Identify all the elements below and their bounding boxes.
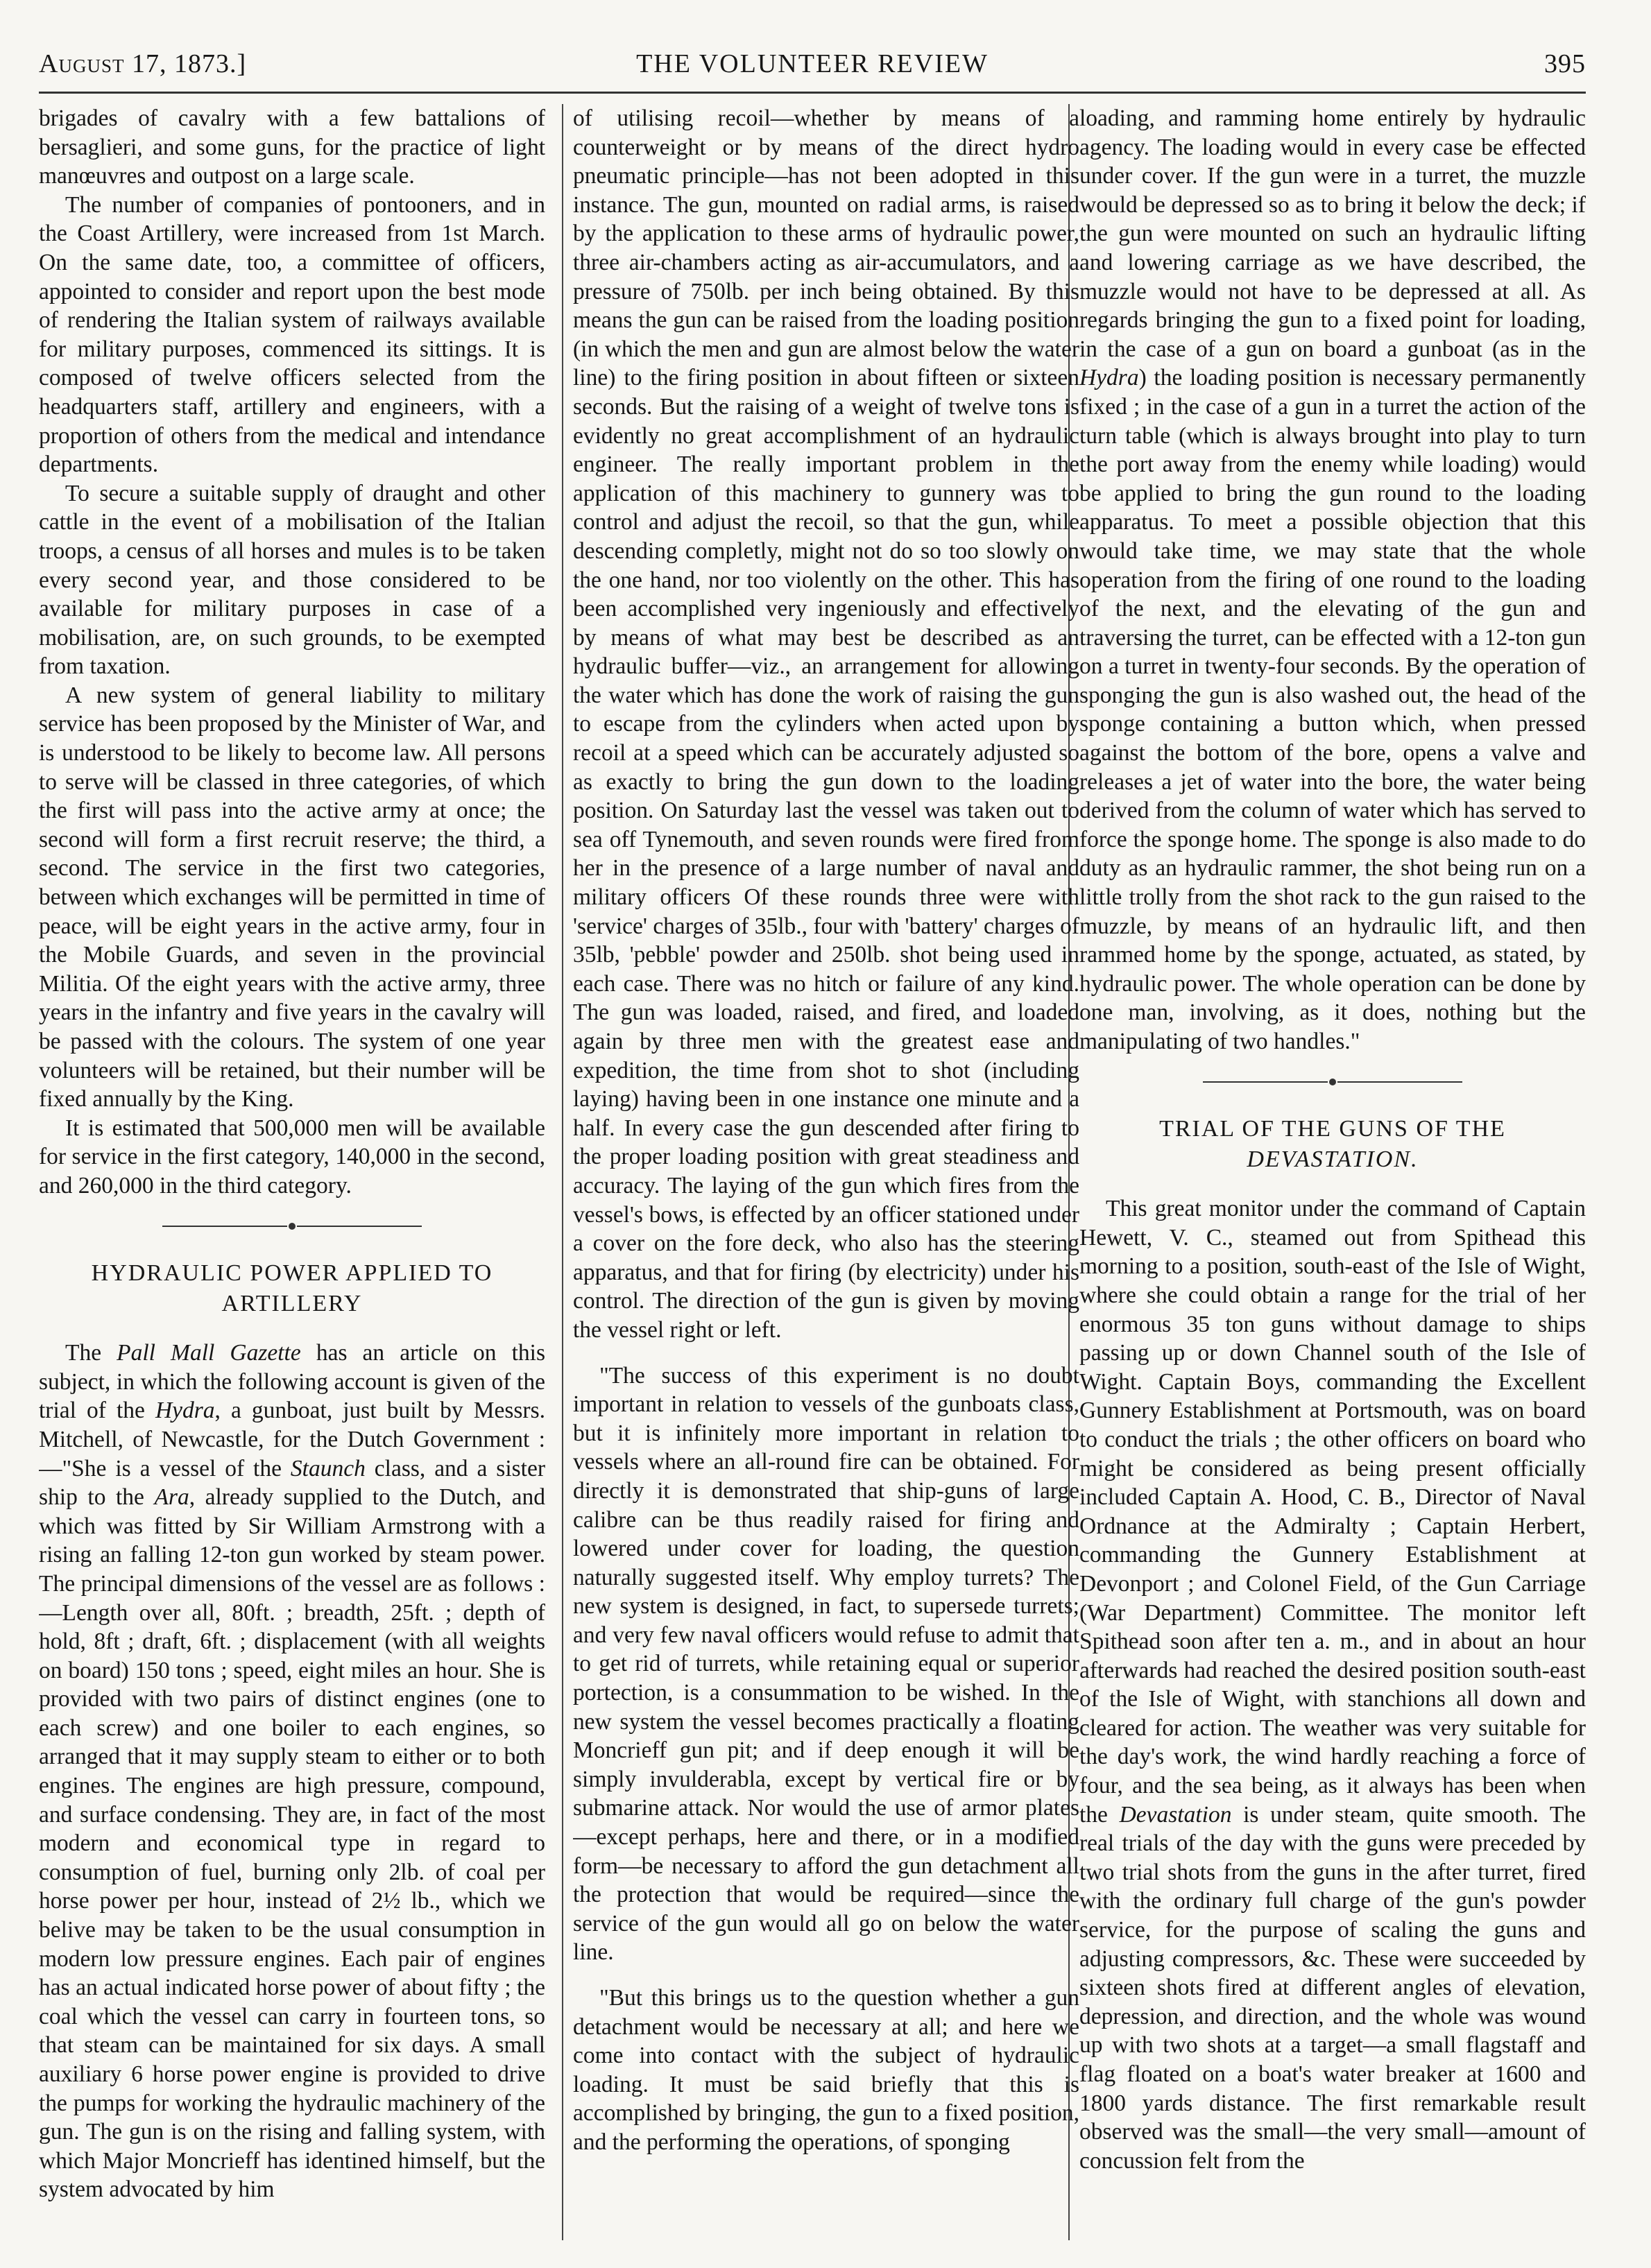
ship-name: DEVASTATION. bbox=[1247, 1146, 1419, 1173]
paragraph: It is estimated that 500,000 men will be available for service in the first category, 140,000 in the second, and 260,000 in the third category. bbox=[39, 1115, 545, 1199]
paragraph: of utilising recoil—whether by means of a counterweight or by means of the direct hydro pneumatic principle—has not been adopted in this instance. The gun, mounted on radial arms, is raised by the application to these arms of hydraulic power, three air-chambers acting as air-accumulators, and a pressure of 750lb. per inch being obtained. By this means the gun can be raised from the loading position (in which the men and gun are almost below the water line) to the firing position in about fifteen or sixteen seconds. But the raising of a weight of twelve tons is evidently no great accomplishment of an hydraulic engineer. The really important problem in the application of this machinery to gunnery was to control and adjust the recoil, so that the gun, while descending completly, might not do so too slowly on the one hand, nor too violently on the other. This has been accomplished very ingeniously and effectively by means of what may best be described as an hydraulic buffer—viz., an arrangement for allowing the water which has done the work of raising the gun to escape from the cylinders when acted upon by recoil at a speed which can be accurately adjusted so as exactly to bring the gun down to the loading position. On Saturday last the vessel was taken out to sea off Tynemouth, and seven rounds were fired from her in the presence of a large number of naval and military officers Of these rounds three were with 'service' charges of 35lb., four with 'battery' charges of 35lb, 'pebble' powder and 250lb. shot being used in each case. There was no hitch or failure of any kind. The gun was loaded, raised, and fired, and loaded again by three men with the greatest ease and expedition, the time from shot to shot (including laying) having been in one instance one minute and a half. In every case the gun descended after firing to the proper loading position with great steadiness and accuracy. The laying of the gun which fires from the vessel's bows, is effected by an officer stationed under a cover on the fore deck, who also has the steering apparatus, and that for firing (by electricity) under his control. The direction of the gun is given by moving the vessel right or left. bbox=[573, 105, 1079, 1343]
paragraph: To secure a suitable supply of draught and other cattle in the event of a mobilisation of the Italian troops, a census of all horses and mules is to be taken every second year, and those considered to be available for military purposes in case of a mobilisation, are, on such grounds, to be exempted from taxation. bbox=[39, 480, 545, 680]
paragraph: The number of companies of pontooners, and in the Coast Artillery, were increased from 1st March. On the same date, too, a committee of officers, appointed to consider and report upon the best mode of rendering the Italian system of railways available for military purposes, commenced its sittings. It is composed of twelve officers selected from the headquarters staff, artillery and engineers, with a proportion of others from the medical and intendance departments. bbox=[39, 191, 545, 478]
header-rule bbox=[39, 92, 1586, 94]
newspaper-title: THE VOLUNTEER REVIEW bbox=[636, 49, 989, 78]
ship-name: Hydra bbox=[155, 1398, 215, 1424]
ship-name: Ara bbox=[154, 1484, 189, 1511]
paragraph: The Pall Mall Gazette has an article on this subject, in which the following account is given of the trial of the Hydra, a gunboat, just built by Messrs. Mitchell, of Newcastle, for the Dutch Government :—"She is a vessel of the Staunch class, and a sister ship to the Ara, already supplied to the Dutch, and which was fitted by Sir William Armstrong with a rising an falling 12-ton gun worked by steam power. The principal dimensions of the vessel are as follows :—Length over all, 80ft. ; breadth, 25ft. ; depth of hold, 8ft ; draft, 6ft. ; displacement (with all weights on board) 150 tons ; speed, eight miles an hour. She is provided with two pairs of distinct engines (one to each screw) and one boiler to each engines, so arranged that it may supply steam to either or to both engines. The engines are high pressure, compound, and surface condensing. They are, in fact of the most modern and economical type in regard to consumption of fuel, burning only 2lb. of coal per horse power per hour, instead of 2½ lb., which we belive may be taken to be the usual consumption in modern low pressure engines. Each pair of engines has an actual indicated horse power of about fifty ; the coal which the vessel can carry in fourteen tons, so that steam can be maintained for six days. A small auxiliary 6 horse power engine is provided to drive the pumps for working the hydraulic machinery of the gun. The gun is on the rising and falling system, with which Major Moncrieff has identined himself, but the system advocated by him bbox=[39, 1340, 545, 2203]
publication-name: Pall Mall Gazette bbox=[117, 1340, 301, 1366]
page-header bbox=[39, 44, 1586, 86]
paragraph: A new system of general liability to military service has been proposed by the Minister of War, and is understood to be likely to become law. All persons to serve will be classed in three categories, of which the first will pass into the active army at once; the second will form a first recruit reserve; the third, a second. The service in the first two categories, between which exchanges will be permitted in time of peace, will be eight years in the active army, four in the Mobile Guards, and seven in the provincial Militia. Of the eight years with the active army, three years in the infantry and five years in the cavalry will be passed with the colours. The system of one year volunteers will be retained, but their number will be fixed annually by the King. bbox=[39, 682, 545, 1112]
section-separator bbox=[39, 1210, 545, 1239]
column-1 bbox=[39, 104, 545, 2240]
paragraph: This great monitor under the command of Captain Hewett, V. C., steamed out from Spithead this morning to a position, south-east of the Isle of Wight, where she could obtain a range for the trial of her enormous 35 ton guns without damage to ships passing up or down Channel south of the Isle of Wight. Captain Boys, commanding the Excellent Gunnery Establishment at Portsmouth, was on board to conduct the trials ; the other officers on board who might be considered as being present officially included Captain A. Hood, C. B., Director of Naval Ordnance at the Admiralty ; Captain Herbert, commanding the Gunnery Establishment at Devonport ; and Colonel Field, of the Gun Carriage (War Department) Committee. The monitor left Spithead soon after ten a. m., and in about an hour afterwards had reached the desired position south-east of the Isle of Wight, with stanchions all down and cleared for action. The weather was very suitable for the day's work, the wind hardly reaching a force of four, and the sea being, as it always has been when the Devastation is under steam, quite smooth. The real trials of the day with the guns were preceded by two trial shots from the guns in the after turret, fired with the ordinary full charge of the gun's powder service, for the purpose of scaling the guns and adjusting compressors, &c. These were succeeded by sixteen shots fired at different angles of elevation, depression, and direction, and the whole was wound up with two shots at a target—a small flagstaff and flag floated on a boat's water breaker at 1600 and 1800 yards distance. The first remarkable result observed was the small—the very small—amount of concussion felt from the bbox=[1079, 1196, 1586, 2174]
paragraph: loading, and ramming home entirely by hydraulic agency. The loading would in every case be effected under cover. If the gun were in a turret, the muzzle would be depressed so as to bring it below the deck; if the gun were mounted on such an hydraulic lifting and lowering carriage as we have described, the muzzle would not have to be depressed at all. As regards bringing the gun to a fixed point for loading, in the case of a gun on board a gunboat (as in the Hydra) the loading position is necessary permanently fixed ; in the case of a gun in a turret the action of the turn table (which is always brought into play to turn the port away from the enemy while loading) would be applied to bring the gun round to the loading apparatus. To meet a possible objection that this would take time, we may state that the whole operation from the firing of one round to the loading of the next, and the elevating of the gun and traversing the turret, can be effected with a 12-ton gun on a turret in twenty-four seconds. By the operation of sponging the gun is also washed out, the head of the sponge containing a button which, when pressed against the bottom of the bore, opens a valve and releases a jet of water into the bore, the water being derived from the column of water which has served to force the sponge home. The sponge is also made to do duty as an hydraulic rammer, the shot being run on a little trolly from the shot rack to the gun raised to the muzzle, by means of an hydraulic lift, and then rammed home by the sponge, actuated, as stated, by hydraulic power. The whole operation can be done by one man, involving, as it does, nothing but the manipulating of two handles." bbox=[1079, 105, 1586, 1054]
article-heading-devastation: TRIAL OF THE GUNS OF THE DEVASTATION. bbox=[1079, 1114, 1586, 1175]
article-heading-hydraulic-power: HYDRAULIC POWER APPLIED TO ARTILLERY bbox=[91, 1260, 493, 1317]
paragraph: brigades of cavalry with a few battalions of bersaglieri, and some guns, for the practice of light manœuvres and outpost on a large scale. bbox=[39, 105, 545, 189]
paragraph: "The success of this experiment is no doubt important in relation to vessels of the gunboats class, but it is infinitely more important in relation to vessels where an all-round fire can be obtained. For directly it is demonstrated that ship-guns of large calibre can be thus readily raised for firing and lowered under cover for loading, the question naturally suggested itself. Why employ turrets? The new system is designed, in fact, to supersede turrets; and very few naval officers would refuse to admit that to get rid of turrets, while retaining equal or superior portection, is a consummation to be wished. In the new system the vessel becomes practically a floating Moncrieff gun pit; and if deep enough it will be simply invulderabla, except by vertical fire or by submarine attack. Nor would the use of armor plates—except perhaps, here and there, or in a modified form—be necessary to afford the gun detachment all the protection that would be required—since the service of the gun would all go on below the water line. bbox=[573, 1362, 1079, 1966]
ship-class: Staunch bbox=[290, 1455, 366, 1481]
section-separator bbox=[1079, 1066, 1586, 1095]
column-divider bbox=[562, 104, 563, 2240]
page-number: 395 bbox=[1544, 49, 1586, 78]
column-3 bbox=[1079, 104, 1586, 2240]
issue-date: August 17, 1873.] bbox=[39, 49, 247, 78]
ship-name: Hydra bbox=[1079, 365, 1139, 391]
ship-name: Devastation bbox=[1119, 1801, 1232, 1828]
paragraph: "But this brings us to the question whether a gun detachment would be necessary at all; and here we come into contact with the subject of hydraulic loading. It must be said briefly that this is accomplished by bringing, the gun to a fixed position, and the performing the operations, of sponging bbox=[573, 1985, 1079, 2155]
column-2 bbox=[573, 104, 1079, 2240]
